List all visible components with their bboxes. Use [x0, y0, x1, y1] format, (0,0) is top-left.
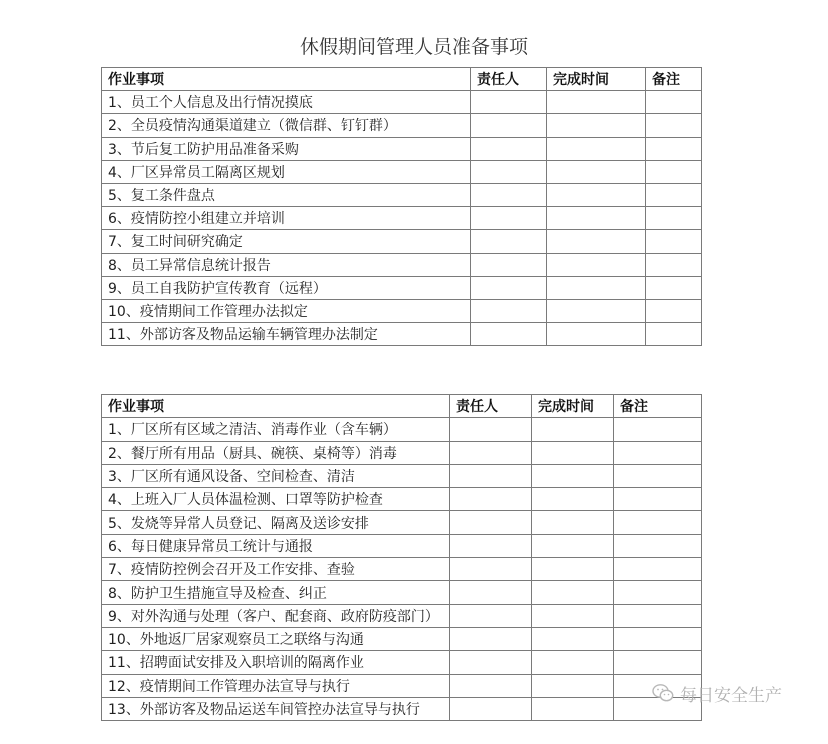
remarks-cell[interactable] [646, 323, 702, 346]
header-completion-time: 完成时间 [547, 68, 646, 91]
owner-cell[interactable] [450, 604, 532, 627]
table-row [102, 697, 702, 720]
remarks-cell[interactable] [614, 464, 702, 487]
remarks-cell[interactable] [614, 604, 702, 627]
remarks-cell[interactable] [614, 511, 702, 534]
remarks-cell[interactable] [614, 627, 702, 650]
task-cell: 4、上班入厂人员体温检测、口罩等防护检查 [102, 488, 450, 511]
table-body [102, 91, 702, 346]
watermark-text: 每日安全生产 [680, 685, 782, 706]
task-cell: 5、复工条件盘点 [102, 183, 471, 206]
remarks-cell[interactable] [614, 488, 702, 511]
completion-time-cell[interactable] [532, 464, 614, 487]
task-cell: 7、复工时间研究确定 [102, 230, 471, 253]
owner-cell[interactable] [471, 253, 547, 276]
wechat-icon [652, 683, 674, 703]
table-row [102, 230, 702, 253]
completion-time-cell[interactable] [547, 91, 646, 114]
table-row [102, 581, 702, 604]
task-cell: 9、对外沟通与处理（客户、配套商、政府防疫部门） [102, 604, 450, 627]
completion-time-cell[interactable] [547, 183, 646, 206]
task-cell: 2、全员疫情沟通渠道建立（微信群、钉钉群） [102, 114, 471, 137]
remarks-cell[interactable] [614, 558, 702, 581]
completion-time-cell[interactable] [547, 323, 646, 346]
completion-time-cell[interactable] [532, 627, 614, 650]
completion-time-cell[interactable] [532, 581, 614, 604]
task-cell: 5、发烧等异常人员登记、隔离及送诊安排 [102, 511, 450, 534]
completion-time-cell[interactable] [547, 253, 646, 276]
owner-cell[interactable] [450, 558, 532, 581]
remarks-cell[interactable] [614, 651, 702, 674]
remarks-cell[interactable] [614, 418, 702, 441]
owner-cell[interactable] [450, 418, 532, 441]
completion-time-cell[interactable] [547, 207, 646, 230]
task-cell: 8、防护卫生措施宣导及检查、纠正 [102, 581, 450, 604]
table-header-row [102, 68, 702, 91]
completion-time-cell[interactable] [532, 534, 614, 557]
completion-time-cell[interactable] [532, 697, 614, 720]
table-row [102, 441, 702, 464]
task-cell: 12、疫情期间工作管理办法宣导与执行 [102, 674, 450, 697]
completion-time-cell[interactable] [547, 137, 646, 160]
owner-cell[interactable] [471, 323, 547, 346]
remarks-cell[interactable] [646, 299, 702, 322]
header-completion-time: 完成时间 [532, 395, 614, 418]
remarks-cell[interactable] [646, 114, 702, 137]
completion-time-cell[interactable] [532, 441, 614, 464]
header-task: 作业事项 [102, 395, 450, 418]
owner-cell[interactable] [471, 299, 547, 322]
task-cell: 11、招聘面试安排及入职培训的隔离作业 [102, 651, 450, 674]
table-row [102, 651, 702, 674]
owner-cell[interactable] [471, 114, 547, 137]
header-remarks: 备注 [646, 68, 702, 91]
table-row [102, 558, 702, 581]
table-row [102, 207, 702, 230]
task-cell: 11、外部访客及物品运输车辆管理办法制定 [102, 323, 471, 346]
completion-time-cell[interactable] [547, 230, 646, 253]
completion-time-cell[interactable] [532, 558, 614, 581]
remarks-cell[interactable] [646, 276, 702, 299]
owner-cell[interactable] [450, 441, 532, 464]
table-row [102, 604, 702, 627]
table-row [102, 418, 702, 441]
task-cell: 1、厂区所有区域之清洁、消毒作业（含车辆） [102, 418, 450, 441]
remarks-cell[interactable] [614, 581, 702, 604]
owner-cell[interactable] [471, 160, 547, 183]
owner-cell[interactable] [471, 230, 547, 253]
table-row [102, 253, 702, 276]
completion-time-cell[interactable] [547, 160, 646, 183]
task-cell: 1、员工个人信息及出行情况摸底 [102, 91, 471, 114]
table-row [102, 627, 702, 650]
table-row [102, 674, 702, 697]
task-cell: 2、餐厅所有用品（厨具、碗筷、桌椅等）消毒 [102, 441, 450, 464]
completion-time-cell[interactable] [547, 114, 646, 137]
header-task: 作业事项 [102, 68, 471, 91]
page-title: 休假期间管理人员准备事项 [299, 36, 528, 58]
table-row [102, 464, 702, 487]
owner-cell[interactable] [471, 137, 547, 160]
owner-cell[interactable] [471, 207, 547, 230]
owner-cell[interactable] [471, 183, 547, 206]
table-row [102, 323, 702, 346]
table-row [102, 160, 702, 183]
header-remarks: 备注 [614, 395, 702, 418]
owner-cell[interactable] [450, 534, 532, 557]
table-row [102, 276, 702, 299]
owner-cell[interactable] [450, 627, 532, 650]
completion-time-cell[interactable] [532, 488, 614, 511]
owner-cell[interactable] [471, 91, 547, 114]
table-body [102, 418, 702, 721]
remarks-cell[interactable] [646, 137, 702, 160]
completion-time-cell[interactable] [532, 604, 614, 627]
remarks-cell[interactable] [614, 441, 702, 464]
remarks-cell[interactable] [646, 183, 702, 206]
remarks-cell[interactable] [646, 207, 702, 230]
owner-cell[interactable] [450, 511, 532, 534]
completion-time-cell[interactable] [532, 651, 614, 674]
prep-table-2 [101, 394, 702, 721]
task-cell: 10、外地返厂居家观察员工之联络与沟通 [102, 627, 450, 650]
owner-cell[interactable] [471, 276, 547, 299]
table-row [102, 534, 702, 557]
watermark [652, 681, 782, 705]
header-owner: 责任人 [471, 68, 547, 91]
table-header-row [102, 395, 702, 418]
task-cell: 4、厂区异常员工隔离区规划 [102, 160, 471, 183]
owner-cell[interactable] [450, 488, 532, 511]
task-cell: 13、外部访客及物品运送车间管控办法宣导与执行 [102, 697, 450, 720]
table-row [102, 91, 702, 114]
table-row [102, 299, 702, 322]
table-row [102, 511, 702, 534]
task-cell: 7、疫情防控例会召开及工作安排、查验 [102, 558, 450, 581]
owner-cell[interactable] [450, 464, 532, 487]
owner-cell[interactable] [450, 697, 532, 720]
task-cell: 6、疫情防控小组建立并培训 [102, 207, 471, 230]
remarks-cell[interactable] [646, 230, 702, 253]
remarks-cell[interactable] [646, 160, 702, 183]
completion-time-cell[interactable] [547, 299, 646, 322]
table-row [102, 488, 702, 511]
owner-cell[interactable] [450, 651, 532, 674]
completion-time-cell[interactable] [547, 276, 646, 299]
completion-time-cell[interactable] [532, 511, 614, 534]
owner-cell[interactable] [450, 581, 532, 604]
remarks-cell[interactable] [646, 253, 702, 276]
task-cell: 10、疫情期间工作管理办法拟定 [102, 299, 471, 322]
remarks-cell[interactable] [646, 91, 702, 114]
completion-time-cell[interactable] [532, 674, 614, 697]
header-owner: 责任人 [450, 395, 532, 418]
table-row [102, 183, 702, 206]
completion-time-cell[interactable] [532, 418, 614, 441]
table-row [102, 137, 702, 160]
prep-table-1 [101, 67, 702, 346]
remarks-cell[interactable] [614, 534, 702, 557]
table-row [102, 114, 702, 137]
owner-cell[interactable] [450, 674, 532, 697]
task-cell: 3、节后复工防护用品准备采购 [102, 137, 471, 160]
task-cell: 9、员工自我防护宣传教育（远程） [102, 276, 471, 299]
task-cell: 6、每日健康异常员工统计与通报 [102, 534, 450, 557]
task-cell: 3、厂区所有通风设备、空间检查、清洁 [102, 464, 450, 487]
task-cell: 8、员工异常信息统计报告 [102, 253, 471, 276]
